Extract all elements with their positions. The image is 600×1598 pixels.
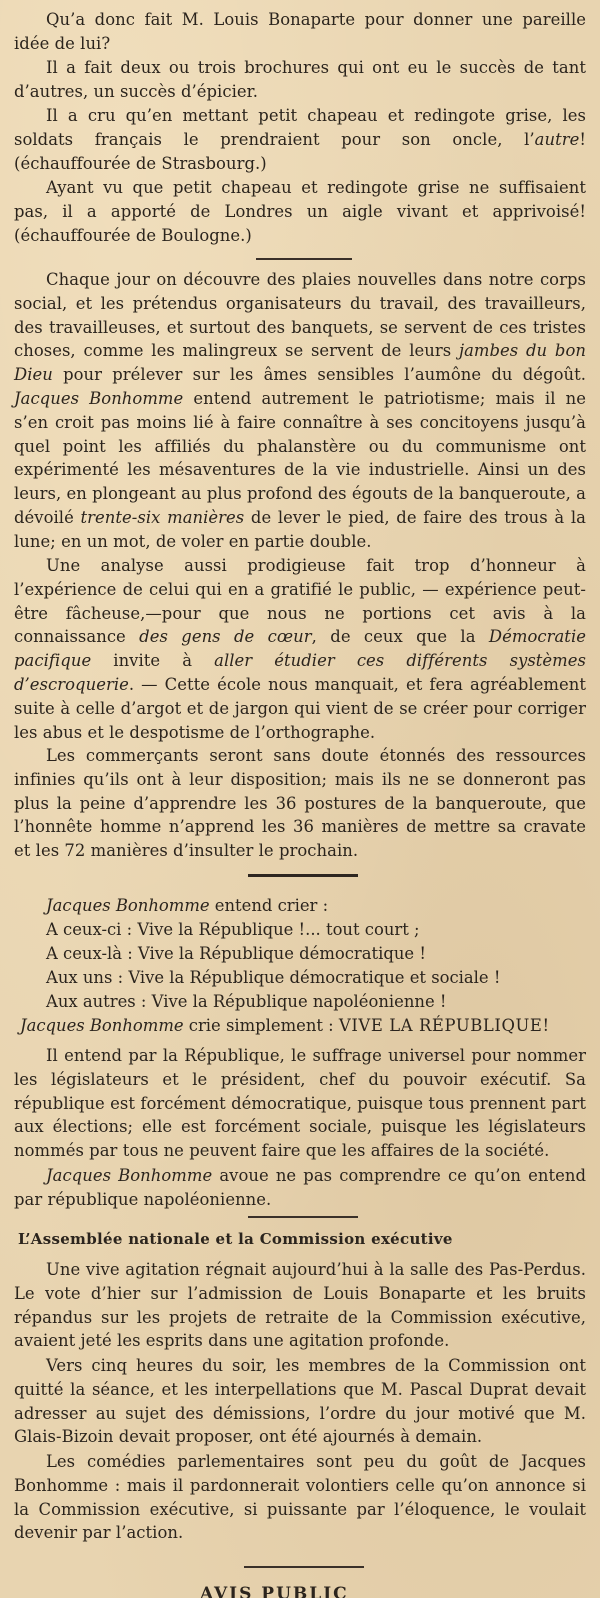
paragraph-cinq-heures: Vers cinq heures du soir, les membres de la Commission ont quitté la séance, et les interpellations que M. Pascal Duprat devait adresser au sujet des démissions, l’ordre du jour motivé que M. Glais-Bizoin devait proposer, ont été ajournés à demain. xyxy=(14,1356,586,1447)
paragraph-plaies: Chaque jour on découvre des plaies nouvelles dans notre corps social, et les prétendus organisateurs du travail, des travailleurs, des travailleuses, et surtout des banquets, se servent de ces tristes choses, comme les malingreux se servent de leurs jambes du bon Dieu pour prélever sur les âmes sensibles l’aumône du dégoût. Jacques Bonhomme entend autrement le patriotisme; mais il ne s’en croit pas moins lié à faire connaître à ses concitoyens jusqu’à quel point les affiliés du phalanstère ou du communisme ont expérimenté les mésaventures de la vie industrielle. Ainsi un des leurs, en plongeant au plus profond des égouts de la banqueroute, a dévoilé trente-six manières de lever le pied, de faire des trous à la lune; en un mot, de voler en partie double. xyxy=(14,270,586,551)
section-divider xyxy=(248,1216,358,1218)
article-heading: L’Assemblée nationale et la Commission exécutive xyxy=(18,1230,453,1248)
line-entend-crier: Jacques Bonhomme entend crier : xyxy=(46,896,329,915)
line-vive-la-republique: Jacques Bonhomme crie simplement : VIVE LA RÉPUBLIQUE! xyxy=(20,1016,550,1035)
section-divider xyxy=(256,258,352,260)
paragraph-commercants: Les commerçants seront sans doute étonnés des ressources infinies qu’ils ont à leur disposition; mais ils ne se donneront pas plus la peine d’apprendre les 36 postures de la banqueroute, que l’honnête homme n’apprend les 36 manières de mettre sa cravate et les 72 manières d’insulter le prochain. xyxy=(14,746,586,861)
paragraph-comedies: Les comédies parlementaires sont peu du goût de Jacques Bonhomme : mais il pardonnerait volontiers celle qu’on annonce si la Commission exécutive, si puissante par l’éloquence, le voulait devenir par l’action. xyxy=(14,1452,586,1543)
section-divider xyxy=(248,874,358,877)
paragraph-analyse: Une analyse aussi prodigieuse fait trop d’honneur à l’expérience de celui qui en a gratifié le public, — expérience peut-être fâcheuse,—pour que nous ne portions cet avis à la connaissance des gens de cœur, de ceux que la Démocratie pacifique invite à aller étudier ces différents systèmes d’escroquerie. — Cette école nous manquait, et fera agréablement suite à celle d’argot et de jargon qui vient de se créer pour corriger les abus et le despotisme de l’orthographe. xyxy=(14,556,586,742)
paragraph-boulogne: Ayant vu que petit chapeau et redingote grise ne suffisaient pas, il a apporté de Londres un aigle vivant et apprivoisé! (échauffourée de Boulogne.) xyxy=(14,178,586,245)
line-ceux-ci: A ceux-ci : Vive la République !... tout court ; xyxy=(46,920,420,939)
paragraph-bonaparte-question: Qu’a donc fait M. Louis Bonaparte pour donner une pareille idée de lui? xyxy=(14,10,586,53)
paragraph-napoleonienne: Jacques Bonhomme avoue ne pas comprendre ce qu’on entend par république napoléonienne. xyxy=(14,1166,586,1209)
paragraph-agitation: Une vive agitation régnait aujourd’hui à la salle des Pas-Perdus. Le vote d’hier sur l’admission de Louis Bonaparte et les bruits répandus sur les projets de retraite de la Commission exécutive, avaient jeté les esprits dans une agitation profonde. xyxy=(14,1260,586,1351)
cut-off-heading: AVIS PUBLIC xyxy=(200,1584,349,1598)
paragraph-strasbourg: Il a cru qu’en mettant petit chapeau et redingote grise, les soldats français le prendraient pour son oncle, l’autre! (échauffourée de Strasbourg.) xyxy=(14,106,586,173)
paragraph-suffrage: Il entend par la République, le suffrage universel pour nommer les législateurs et le président, chef du pouvoir exécutif. Sa république est forcément démocratique, puisque tous prennent part aux élections; elle est forcément sociale, puisque les législateurs nommés par tous ne peuvent faire que les affaires de la société. xyxy=(14,1046,586,1161)
paragraph-brochures: Il a fait deux ou trois brochures qui ont eu le succès de tant d’autres, un succès d’épicier. xyxy=(14,58,586,101)
newspaper-page xyxy=(14,0,586,1598)
line-aux-uns: Aux uns : Vive la République démocratique et sociale ! xyxy=(46,968,501,987)
line-aux-autres: Aux autres : Vive la République napoléonienne ! xyxy=(46,992,447,1011)
line-ceux-la: A ceux-là : Vive la République démocratique ! xyxy=(46,944,426,963)
section-divider xyxy=(244,1566,364,1568)
